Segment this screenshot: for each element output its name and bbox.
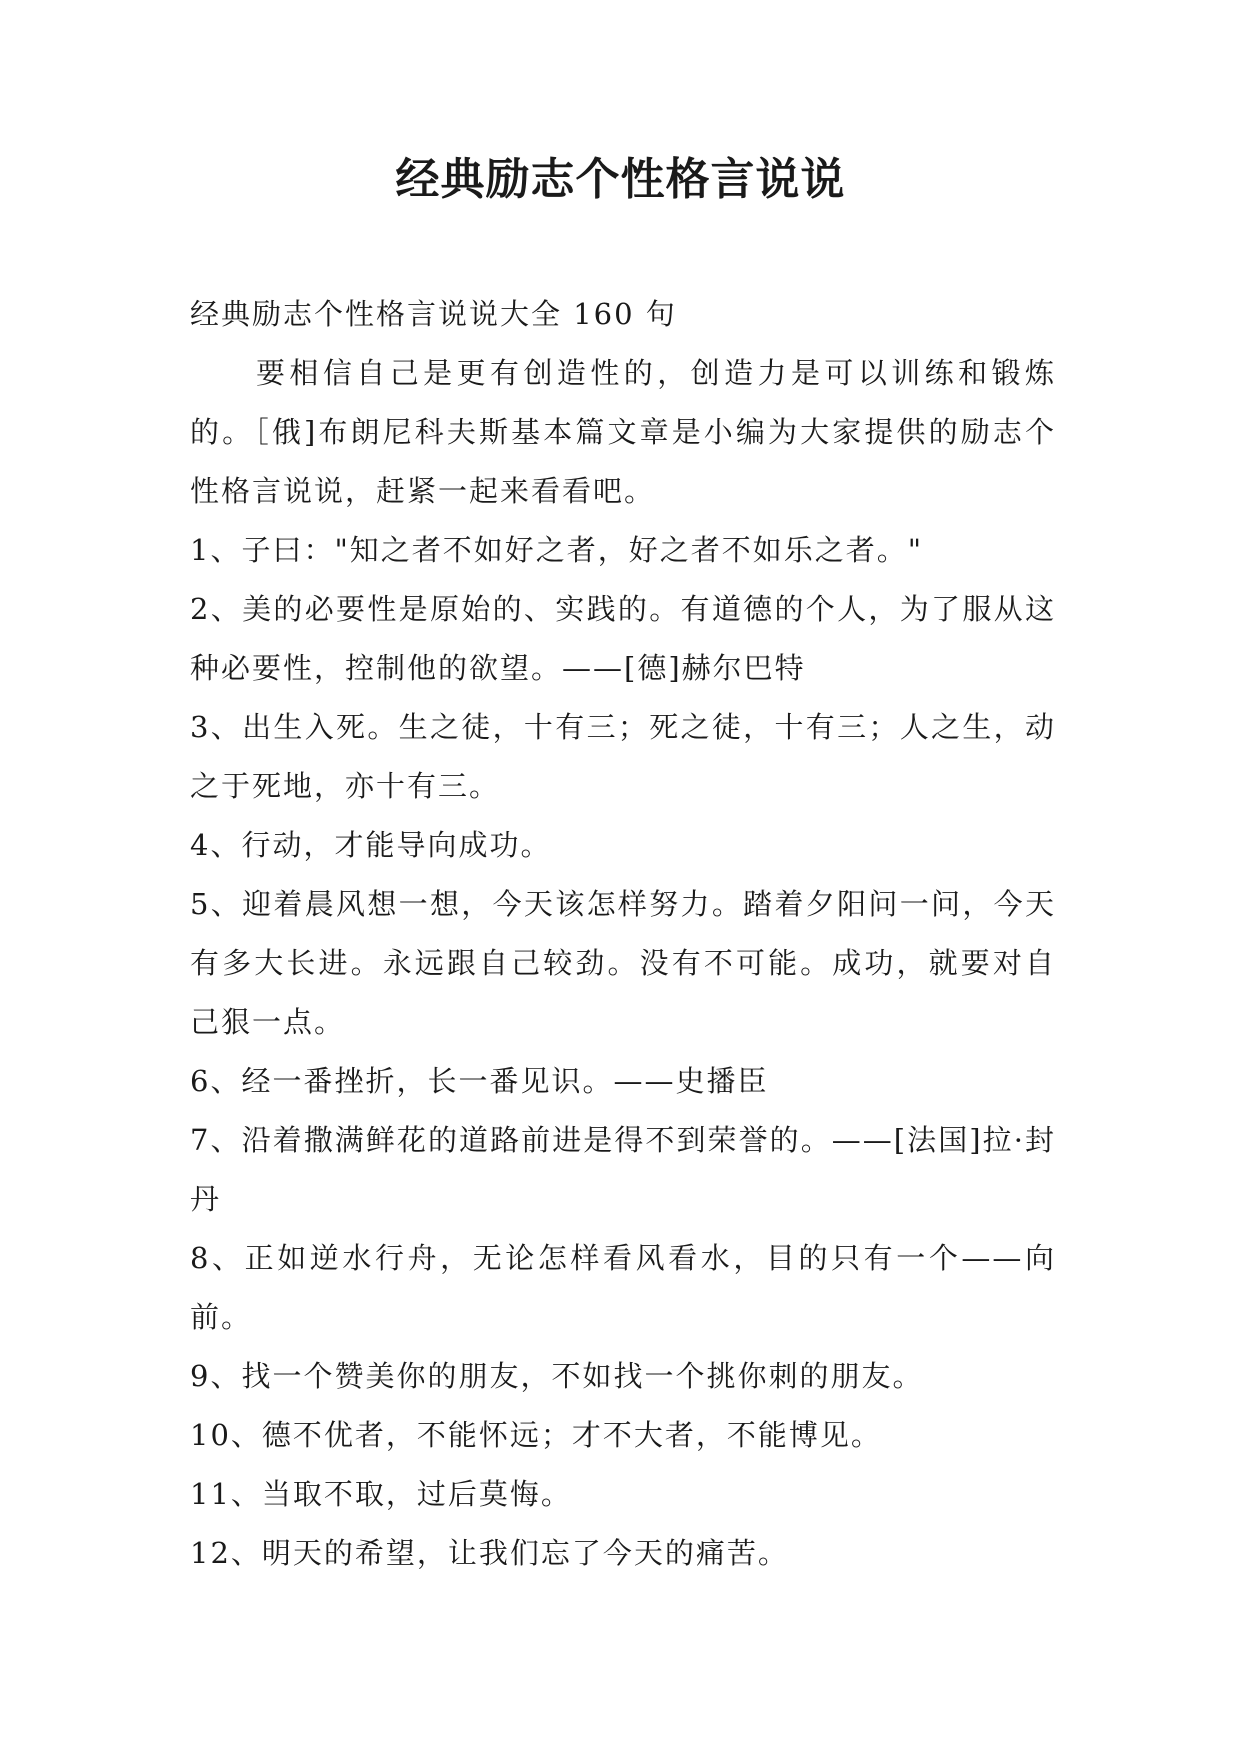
quote-item: 4、行动，才能导向成功。 xyxy=(190,828,552,862)
quote-item: 9、找一个赞美你的朋友，不如找一个挑你刺的朋友。 xyxy=(190,1359,924,1393)
quote-item: 8、正如逆水行舟，无论怎样看风看水，目的只有一个——向前。 xyxy=(190,1241,1056,1334)
document-subtitle: 经典励志个性格言说说大全 160 句 xyxy=(190,297,677,331)
quote-item: 10、德不优者，不能怀远；才不大者，不能博见。 xyxy=(190,1418,882,1452)
intro-paragraph: 要相信自己是更有创造性的，创造力是可以训练和锻炼的。［俄]布朗尼科夫斯基本篇文章是小编为大家提供的励志个性格言说说，赶紧一起来看看吧。 xyxy=(190,356,1056,508)
quote-item: 6、经一番挫折，长一番见识。——史播臣 xyxy=(190,1064,769,1098)
quote-item: 1、子曰："知之者不如好之者，好之者不如乐之者。" xyxy=(190,533,924,567)
quote-item: 12、明天的希望，让我们忘了今天的痛苦。 xyxy=(190,1536,789,1570)
quote-item: 7、沿着撒满鲜花的道路前进是得不到荣誉的。——[法国]拉·封丹 xyxy=(190,1123,1056,1216)
quote-item: 11、当取不取，过后莫悔。 xyxy=(190,1477,572,1511)
quote-item: 5、迎着晨风想一想，今天该怎样努力。踏着夕阳问一问，今天有多大长进。永远跟自己较劲。没有不可能。成功，就要对自己狠一点。 xyxy=(190,887,1056,1039)
quote-item: 2、美的必要性是原始的、实践的。有道德的个人，为了服从这种必要性，控制他的欲望。——[德]赫尔巴特 xyxy=(190,592,1056,685)
quote-item: 3、出生入死。生之徒，十有三；死之徒，十有三；人之生，动之于死地，亦十有三。 xyxy=(190,710,1056,803)
document-title: 经典励志个性格言说说 xyxy=(395,154,846,205)
document-body xyxy=(190,285,1056,1583)
